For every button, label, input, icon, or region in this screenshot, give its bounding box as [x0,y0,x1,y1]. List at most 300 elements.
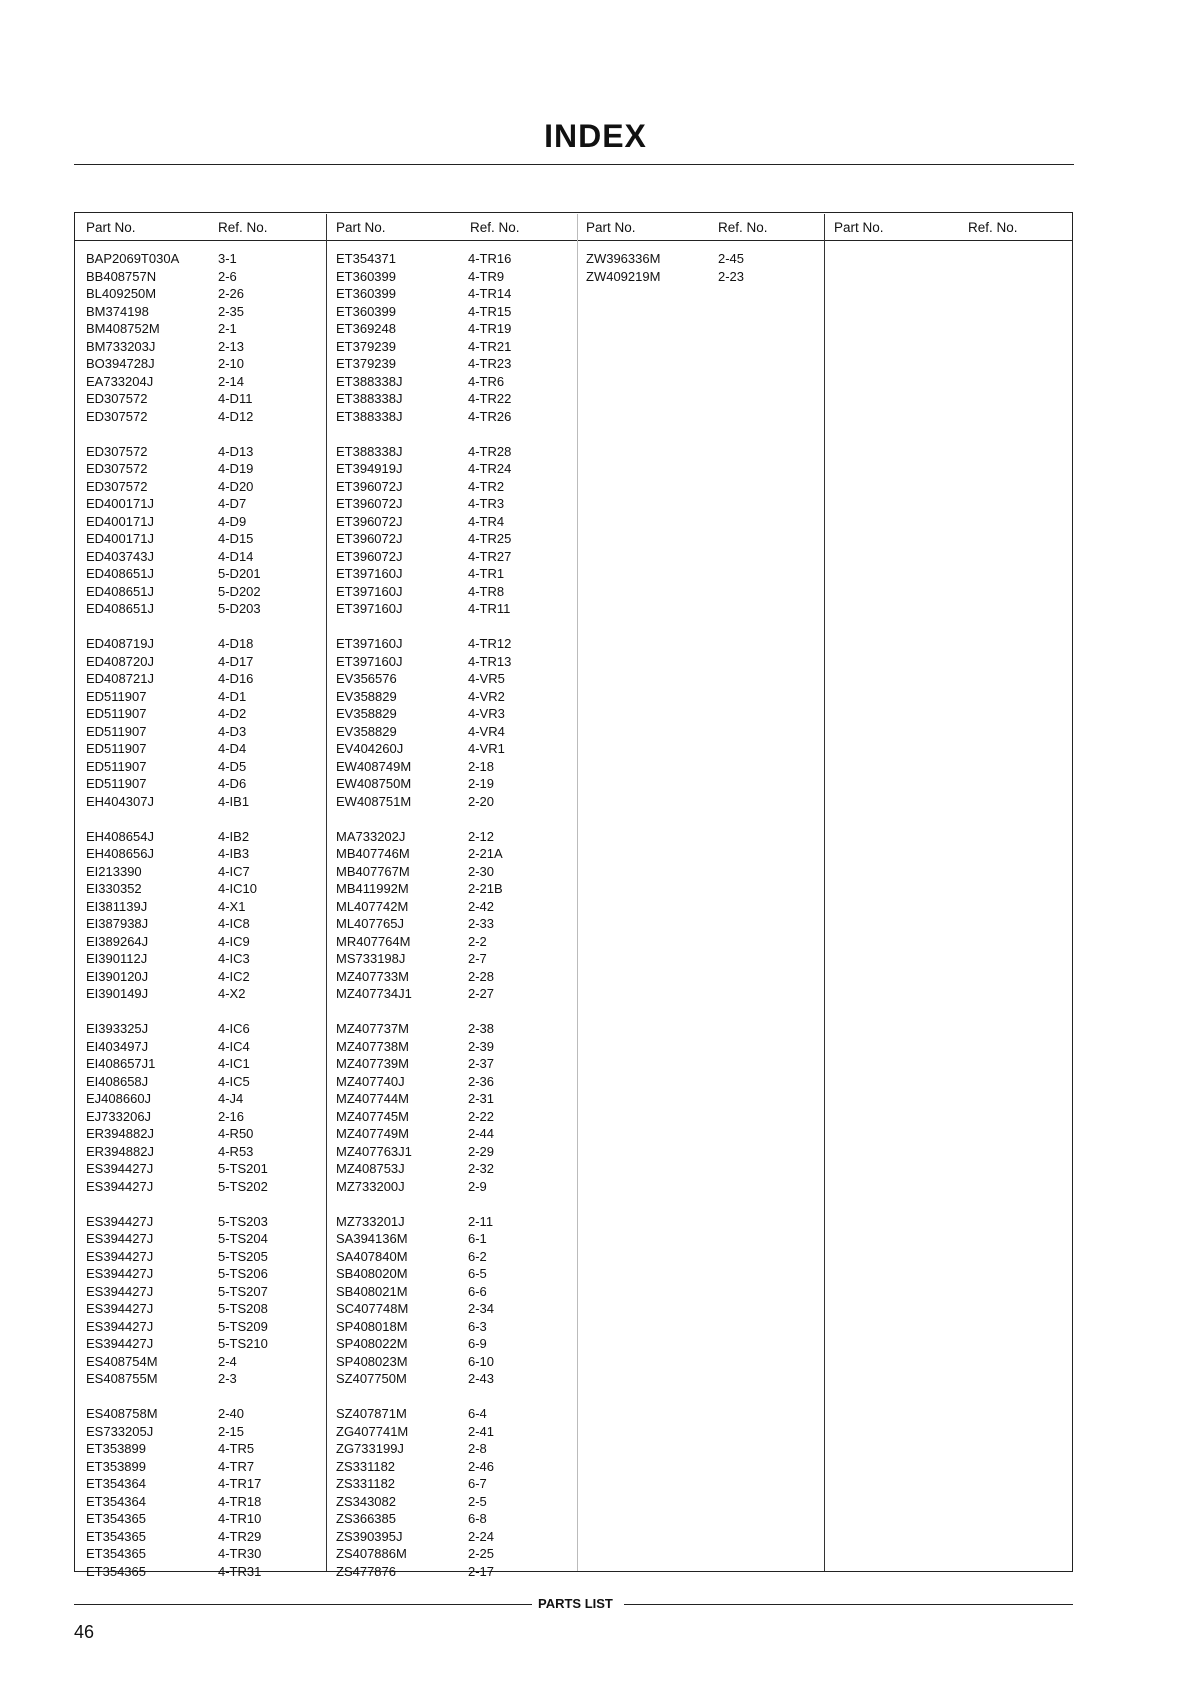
part-number: ER394882J [86,1126,154,1141]
part-number: ET396072J [336,478,403,494]
ref-number: 5-TS204 [218,1231,268,1246]
part-number: BM374198 [86,303,149,319]
part-number: ET354365 [86,1546,146,1561]
part-number: ET397160J [336,653,403,669]
ref-number: 2-20 [468,793,495,809]
part-number: MZ407744M [336,1091,409,1106]
ref-number: 4-TR6 [468,373,505,389]
ref-number: 6-8 [468,1511,487,1526]
ref-number: 2-44 [468,1126,495,1141]
header-rule [74,240,1073,241]
page-number: 46 [74,1622,95,1642]
part-number: ML407742M [336,898,409,914]
part-number: ES394427J [86,1248,154,1264]
ref-number: 5-D201 [218,566,261,581]
ref-number: 6-10 [468,1353,495,1369]
ref-number: 4-D7 [218,496,247,511]
part-number: ET379239 [336,356,396,371]
part-number: EJ408660J [86,1091,152,1106]
part-number: ER394882J [86,1143,154,1159]
part-number: MB407746M [336,846,410,861]
part-number: ED408651J [86,583,154,599]
ref-number: 4-D18 [218,636,254,651]
part-number: ET353899 [86,1458,146,1474]
ref-number: 2-6 [218,268,237,284]
ref-number: 4-VR4 [468,723,505,739]
ref-number: 2-10 [218,356,245,371]
part-number: EI390149J [86,986,149,1001]
part-number: EV356576 [336,671,397,686]
header-ref-no: Ref. No. [218,220,268,235]
part-number: ET360399 [336,286,396,301]
part-number: ZS331182 [336,1476,396,1491]
ref-number: 6-3 [468,1318,487,1334]
ref-number: 2-3 [218,1371,237,1386]
part-number: ET396072J [336,513,403,529]
part-number: ES408758M [86,1406,158,1421]
ref-number: 4-D17 [218,653,254,669]
part-number: ET353899 [86,1441,146,1456]
part-number: MZ407749M [336,1126,409,1141]
ref-number: 4-D12 [218,408,254,424]
part-number: ZS366385 [336,1511,396,1526]
ref-number: 5-TS210 [218,1336,268,1351]
ref-number: 4-VR3 [468,706,505,721]
footer-rule-right [624,1604,1073,1605]
part-number: ES394427J [86,1283,154,1299]
part-number: ED400171J [86,496,154,511]
ref-number: 5-TS202 [218,1178,268,1194]
part-number: ML407765J [336,916,404,931]
part-number: ED400171J [86,513,154,529]
ref-number: 4-D14 [218,548,254,564]
ref-number: 4-TR4 [468,513,505,529]
ref-number: 2-43 [468,1371,495,1386]
ref-number: 4-D19 [218,461,254,476]
part-number: ES394427J [86,1266,154,1281]
part-number: ED307572 [86,461,148,476]
part-number: ED408719J [86,636,154,651]
ref-number: 2-26 [218,286,245,301]
part-number: EV358829 [336,723,397,739]
ref-number: 4-TR1 [468,566,505,581]
part-number: ET388338J [336,391,403,406]
ref-number: 4-IC8 [218,916,250,931]
part-number: ES733205J [86,1423,154,1439]
part-number: ED307572 [86,408,148,424]
part-number: ED511907 [86,758,147,774]
part-number: EI213390 [86,863,142,879]
ref-number: 4-TR17 [218,1476,262,1491]
part-number: MS733198J [336,951,406,966]
part-number: ZW409219M [586,268,661,284]
ref-number: 4-X2 [218,986,246,1001]
ref-number: 4-D6 [218,776,247,791]
ref-number: 5-TS205 [218,1248,268,1264]
footer-label: PARTS LIST [538,1596,613,1611]
part-number: ET397160J [336,566,403,581]
ref-number: 4-D5 [218,758,247,774]
ref-number: 2-13 [218,338,245,354]
ref-number: 4-TR24 [468,461,512,476]
part-number: BL409250M [86,286,157,301]
part-number: EH404307J [86,793,154,809]
header-ref-no: Ref. No. [718,220,768,235]
part-number: SP408023M [336,1353,408,1369]
part-number: MZ407740J [336,1073,405,1089]
ref-number: 2-17 [468,1563,495,1579]
part-number: EH408656J [86,846,154,861]
ref-number: 2-9 [468,1178,487,1194]
part-number: MA733202J [336,828,406,844]
ref-number: 4-TR5 [218,1441,255,1456]
part-number: ES394427J [86,1301,154,1316]
ref-number: 2-25 [468,1546,495,1561]
ref-number: 4-TR10 [218,1511,262,1526]
header-part-no: Part No. [86,220,136,235]
part-number: ED408720J [86,653,154,669]
ref-number: 4-TR2 [468,478,505,494]
part-number: EW408750M [336,776,412,791]
part-number: EI393325J [86,1021,149,1036]
ref-number: 4-D2 [218,706,247,721]
ref-number: 4-TR15 [468,303,512,319]
part-number: ZS390395J [336,1528,403,1544]
ref-number: 4-TR23 [468,356,512,371]
ref-number: 2-21B [468,881,503,896]
part-number: MZ407739M [336,1056,409,1071]
part-number: SB408020M [336,1266,408,1281]
part-number: ES394427J [86,1213,154,1229]
part-number: MZ407763J1 [336,1143,412,1159]
part-number: EI408658J [86,1073,149,1089]
ref-number: 4-VR2 [468,688,505,704]
header-part-no: Part No. [834,220,884,235]
ref-number: 4-D16 [218,671,254,686]
ref-number: 6-7 [468,1476,487,1491]
part-number: ZS331182 [336,1458,396,1474]
footer-rule-left [74,1604,532,1605]
part-number: MR407764M [336,933,411,949]
ref-number: 4-TR29 [218,1528,262,1544]
ref-number: 4-IC3 [218,951,250,966]
part-number: ET388338J [336,443,403,459]
part-number: ES394427J [86,1231,154,1246]
part-number: ES408754M [86,1353,158,1369]
ref-number: 4-TR21 [468,338,512,354]
part-number: MZ407738M [336,1038,409,1054]
ref-number: 4-IC1 [218,1056,250,1071]
ref-number: 5-D202 [218,583,261,599]
part-number: EV358829 [336,688,397,704]
ref-number: 4-IB1 [218,793,250,809]
ref-number: 4-D20 [218,478,254,494]
ref-number: 4-R53 [218,1143,254,1159]
part-number: ET354364 [86,1493,146,1509]
ref-number: 2-7 [468,951,487,966]
ref-number: 4-TR16 [468,251,512,266]
ref-number: 4-TR25 [468,531,512,546]
ref-number: 2-42 [468,898,495,914]
part-number: ZS477876 [336,1563,396,1579]
part-number: MZ407745M [336,1108,409,1124]
part-number: ET360399 [336,268,396,284]
part-number: ED408721J [86,671,154,686]
header-part-no: Part No. [586,220,636,235]
ref-number: 4-TR12 [468,636,512,651]
part-number: BB408757N [86,268,157,284]
part-number: ED511907 [86,741,147,756]
ref-number: 2-34 [468,1301,495,1316]
part-number: BM733203J [86,338,156,354]
ref-number: 2-8 [468,1441,487,1456]
part-number: EW408751M [336,793,412,809]
part-number: EA733204J [86,373,154,389]
part-number: ED511907 [86,688,147,704]
part-number: ES408755M [86,1371,158,1386]
ref-number: 4-TR14 [468,286,512,301]
part-number: SZ407871M [336,1406,407,1421]
part-number: SZ407750M [336,1371,407,1386]
part-number: ED408651J [86,601,154,616]
ref-number: 2-2 [468,933,487,949]
part-number: ET397160J [336,583,403,599]
ref-number: 4-TR8 [468,583,505,599]
part-number: MZ407734J1 [336,986,412,1001]
part-number: MB407767M [336,863,410,879]
part-number: EJ733206J [86,1108,152,1124]
part-number: SP408022M [336,1336,408,1351]
ref-number: 2-21A [468,846,503,861]
part-number: ZS343082 [336,1493,396,1509]
ref-number: 2-30 [468,863,495,879]
ref-number: 6-2 [468,1248,487,1264]
part-number: EI390120J [86,968,149,984]
part-number: SC407748M [336,1301,409,1316]
ref-number: 2-18 [468,758,495,774]
ref-number: 2-38 [468,1021,495,1036]
part-number: ED511907 [86,776,147,791]
part-number: ZW396336M [586,251,661,266]
part-number: EI408657J1 [86,1056,156,1071]
ref-number: 4-D3 [218,723,247,739]
ref-number: 6-4 [468,1406,487,1421]
part-number: ZS407886M [336,1546,407,1561]
ref-number: 2-22 [468,1108,495,1124]
ref-number: 2-46 [468,1458,495,1474]
ref-number: 2-31 [468,1091,495,1106]
part-number: ES394427J [86,1318,154,1334]
ref-number: 2-40 [218,1406,245,1421]
ref-number: 4-IC7 [218,863,250,879]
ref-number: 3-1 [218,251,237,266]
ref-number: 4-D15 [218,531,254,546]
part-number: MZ407733M [336,968,409,984]
part-number: ED408651J [86,566,154,581]
part-number: SA394136M [336,1231,408,1246]
part-number: EW408749M [336,758,412,774]
part-number: MZ408753J [336,1161,405,1176]
ref-number: 2-4 [218,1353,237,1369]
ref-number: 4-IB3 [218,846,250,861]
ref-number: 4-D4 [218,741,247,756]
ref-number: 4-IB2 [218,828,250,844]
part-number: ZG407741M [336,1423,409,1439]
header-ref-no: Ref. No. [470,220,520,235]
part-number: ED307572 [86,478,148,494]
part-number: ES394427J [86,1178,154,1194]
part-number: ET396072J [336,548,403,564]
ref-number: 4-IC5 [218,1073,250,1089]
ref-number: 2-33 [468,916,495,931]
ref-number: 2-14 [218,373,245,389]
ref-number: 2-12 [468,828,495,844]
ref-number: 4-TR13 [468,653,512,669]
ref-number: 5-TS201 [218,1161,268,1176]
header-ref-no: Ref. No. [968,220,1018,235]
part-number: ED400171J [86,531,154,546]
ref-number: 2-37 [468,1056,495,1071]
ref-number: 2-1 [218,321,237,336]
part-number: ET394919J [336,461,403,476]
ref-number: 2-11 [468,1213,494,1229]
ref-number: 4-D13 [218,443,254,459]
ref-number: 4-TR7 [218,1458,255,1474]
ref-number: 4-TR30 [218,1546,262,1561]
part-number: ET369248 [336,321,396,336]
part-number: SP408018M [336,1318,408,1334]
ref-number: 4-IC6 [218,1021,250,1036]
ref-number: 2-24 [468,1528,495,1544]
ref-number: 2-32 [468,1161,495,1176]
part-number: ET354365 [86,1511,146,1526]
ref-number: 4-IC9 [218,933,250,949]
part-number: ED307572 [86,391,148,406]
part-number: EV358829 [336,706,397,721]
ref-number: 2-5 [468,1493,487,1509]
part-number: EI403497J [86,1038,149,1054]
ref-number: 5-TS207 [218,1283,268,1299]
ref-number: 4-VR1 [468,741,505,756]
part-number: ET354365 [86,1528,146,1544]
part-number: ET396072J [336,531,403,546]
part-number: EI381139J [86,898,148,914]
part-number: EV404260J [336,741,404,756]
part-number: EH408654J [86,828,154,844]
column-separator [326,214,327,1571]
ref-number: 2-19 [468,776,495,791]
ref-number: 2-23 [718,268,745,284]
part-number: MZ733201J [336,1213,405,1229]
part-number: ED511907 [86,706,147,721]
ref-number: 5-TS203 [218,1213,268,1229]
ref-number: 2-28 [468,968,495,984]
ref-number: 4-VR5 [468,671,505,686]
part-number: ET354365 [86,1563,146,1579]
part-number: ET354364 [86,1476,146,1491]
ref-number: 2-36 [468,1073,495,1089]
ref-number: 5-TS206 [218,1266,268,1281]
part-number: EI389264J [86,933,149,949]
ref-number: 4-TR9 [468,268,505,284]
ref-number: 4-IC10 [218,881,258,896]
ref-number: 4-TR27 [468,548,512,564]
part-number: ET354371 [336,251,396,266]
ref-number: 4-TR26 [468,408,512,424]
part-number: BAP2069T030A [86,251,180,266]
ref-number: 4-TR18 [218,1493,262,1509]
ref-number: 4-IC4 [218,1038,250,1054]
ref-number: 5-D203 [218,601,261,616]
ref-number: 4-D11 [218,391,253,406]
ref-number: 6-6 [468,1283,487,1299]
column-separator [577,214,578,1571]
page-title: INDEX [544,118,647,154]
ref-number: 4-IC2 [218,968,250,984]
part-number: EI387938J [86,916,149,931]
ref-number: 2-41 [468,1423,495,1439]
ref-number: 5-TS208 [218,1301,268,1316]
ref-number: 2-15 [218,1423,245,1439]
ref-number: 4-R50 [218,1126,254,1141]
part-number: BO394728J [86,356,155,371]
ref-number: 4-J4 [218,1091,244,1106]
part-number: ED403743J [86,548,154,564]
part-number: ED511907 [86,723,147,739]
part-number: MZ733200J [336,1178,405,1194]
part-number: BM408752M [86,321,160,336]
part-number: ET379239 [336,338,396,354]
part-number: SA407840M [336,1248,408,1264]
ref-number: 6-9 [468,1336,487,1351]
part-number: ET397160J [336,636,403,651]
part-number: EI390112J [86,951,148,966]
part-number: ET396072J [336,496,403,511]
title-rule [74,164,1074,165]
part-number: ZG733199J [336,1441,404,1456]
ref-number: 4-TR11 [468,601,511,616]
ref-number: 4-TR19 [468,321,512,336]
ref-number: 6-5 [468,1266,487,1281]
part-number: ET388338J [336,373,403,389]
ref-number: 2-27 [468,986,495,1001]
ref-number: 2-35 [218,303,245,319]
ref-number: 5-TS209 [218,1318,268,1334]
ref-number: 4-X1 [218,898,246,914]
ref-number: 2-16 [218,1108,245,1124]
ref-number: 2-29 [468,1143,495,1159]
ref-number: 2-39 [468,1038,495,1054]
header-part-no: Part No. [336,220,386,235]
part-number: EI330352 [86,881,142,896]
part-number: SB408021M [336,1283,408,1299]
part-number: ET360399 [336,303,396,319]
part-number: MZ407737M [336,1021,409,1036]
part-number: ES394427J [86,1161,154,1176]
ref-number: 4-D1 [218,688,247,704]
ref-number: 4-TR3 [468,496,505,511]
part-number: ET397160J [336,601,403,616]
part-number: ED307572 [86,443,148,459]
ref-number: 4-TR28 [468,443,512,459]
part-number: ES394427J [86,1336,154,1351]
part-number: ET388338J [336,408,403,424]
ref-number: 2-45 [718,251,745,266]
column-separator [824,214,825,1571]
ref-number: 4-D9 [218,513,247,529]
ref-number: 4-TR22 [468,391,512,406]
part-number: MB411992M [336,881,409,896]
